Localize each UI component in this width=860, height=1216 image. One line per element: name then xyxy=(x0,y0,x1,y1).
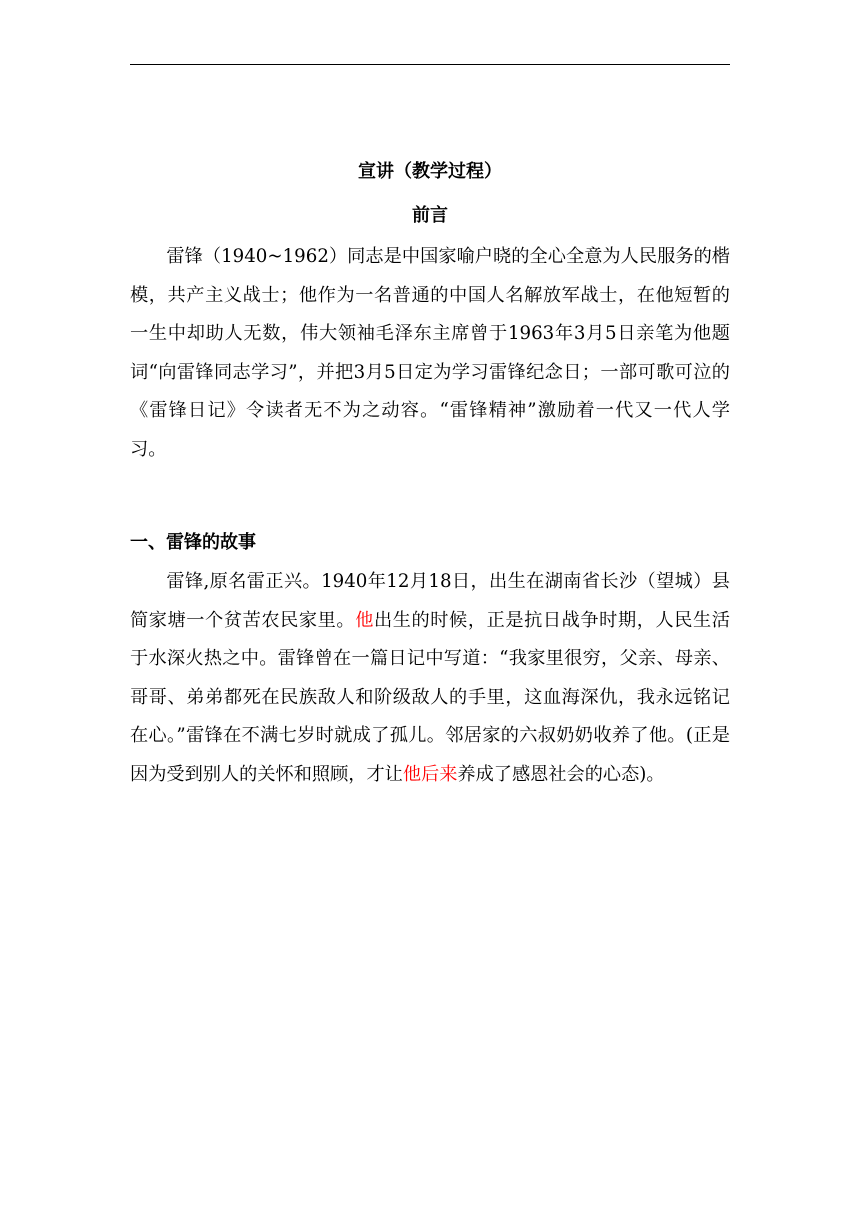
preface-heading: 前言 xyxy=(412,205,448,226)
story-highlight-1: 他 xyxy=(355,609,374,631)
story-text-part-1: 雷锋,原名雷正兴。1940年12月18日，出生在湖南省长沙（望城）县简家塘一个贫苦农民家里。 xyxy=(130,571,730,631)
story-paragraph xyxy=(130,563,730,794)
header-rule xyxy=(130,64,730,65)
story-text-part-3: 养成了感恩社会的心态)。 xyxy=(457,763,665,785)
preface-paragraph: 雷锋（1940~1962）同志是中国家喻户晓的全心全意为人民服务的楷模，共产主义战士；他作为一名普通的中国人名解放军战士，在他短暂的一生中却助人无数，伟大领袖毛泽东主席曾于1963年3月5日亲笔为他题词“向雷锋同志学习”，并把3月5日定为学习雷锋纪念日；一部可歌可泣的《雷锋日记》令读者无不为之动容。“雷锋精神”激励着一代又一代人学习。 xyxy=(130,246,730,460)
document-body xyxy=(130,150,730,794)
story-highlight-2: 他后来 xyxy=(402,763,458,785)
section-heading-story: 一、雷锋的故事 xyxy=(130,532,256,553)
section-spacer xyxy=(130,469,730,523)
document-title: 宣讲（教学过程） xyxy=(358,161,502,182)
story-text-part-2: 出生的时候，正是抗日战争时期，人民生活于水深火热之中。雷锋曾在一篇日记中写道：“我家里很穷，父亲、母亲、哥哥、弟弟都死在民族敌人和阶级敌人的手里，这血海深仇，我永远铭记在心。”雷锋在不满七岁时就成了孤儿。邻居家的六叔奶奶收养了他。(正是因为受到别人的关怀和照顾，才让 xyxy=(130,609,730,785)
